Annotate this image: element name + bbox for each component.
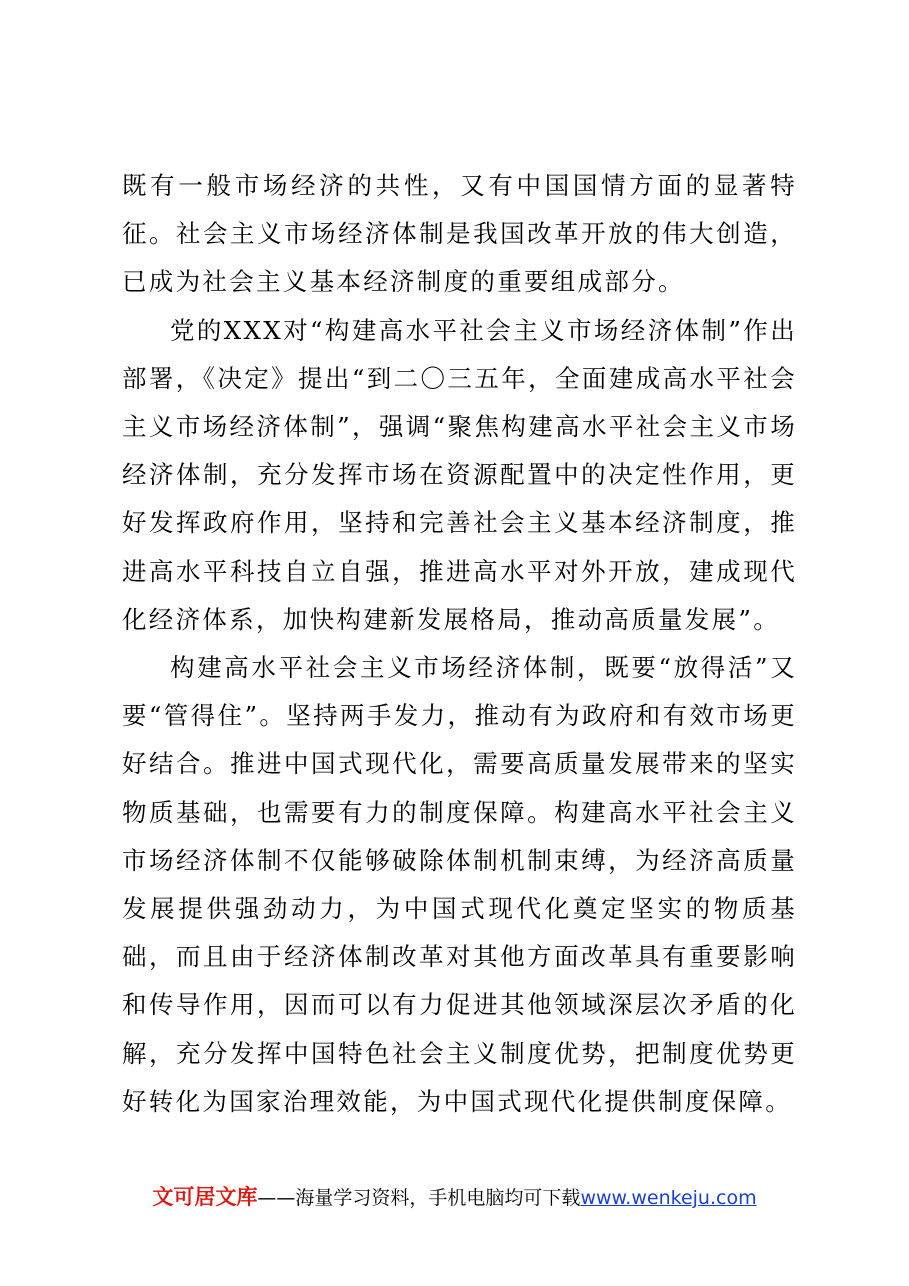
page-footer [0,1183,909,1212]
footer-site-link[interactable]: www.wenkeju.com [580,1187,757,1209]
paragraph-1: 既有一般市场经济的共性，又有中国国情方面的显著特征。社会主义市场经济体制是我国改革开放的伟大创造，已成为社会主义基本经济制度的重要组成部分。 [122,171,797,297]
document-body [122,162,797,1126]
paragraph-2: 党的XXX对“构建高水平社会主义市场经济体制”作出部署，《决定》提出“到二〇三五年，全面建成高水平社会主义市场经济体制”，强调“聚焦构建高水平社会主义市场经济体制，充分发挥市场在资源配置中的决定性作用，更好发挥政府作用，坚持和完善社会主义基本经济制度，推进高水平科技自立自强，推进高水平对外开放，建成现代化经济体系，加快构建新发展格局，推动高质量发展”。 [122,315,797,634]
paragraph-3: 构建高水平社会主义市场经济体制，既要“放得活”又要“管得住”。坚持两手发力，推动有为政府和有效市场更好结合。推进中国式现代化，需要高质量发展带来的坚实物质基础，也需要有力的制度保障。构建高水平社会主义市场经济体制不仅能够破除体制机制束缚，为经济高质量发展提供强劲动力，为中国式现代化奠定坚实的物质基础，而且由于经济体制改革对其他方面改革具有重要影响和传导作用，因而可以有力促进其他领域深层次矛盾的化解，充分发挥中国特色社会主义制度优势，把制度优势更好转化为国家治理效能，为中国式现代化提供制度保障。 [122,653,797,1116]
footer-tagline: ——海量学习资料，手机电脑均可下载 [257,1187,581,1209]
footer-brand: 文可居文库 [152,1185,258,1209]
